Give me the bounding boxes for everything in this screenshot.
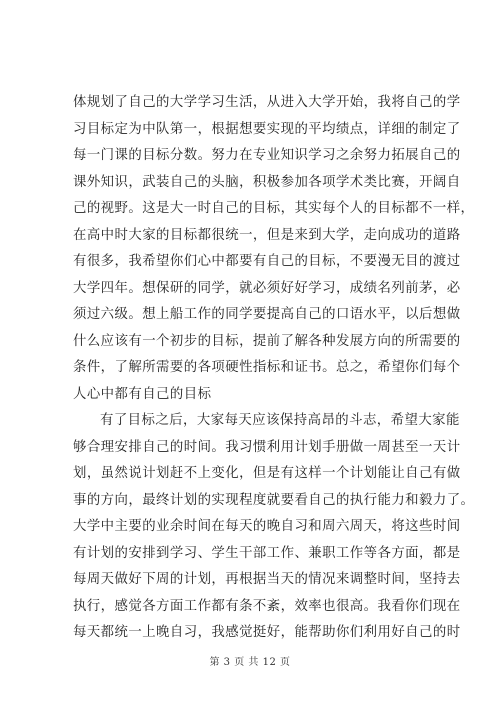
text-line: 什么应该有一个初步的目标，提前了解各种发展方向的所需要的	[73, 333, 461, 349]
text-line: 执行，感觉各方面工作都有条不紊，效率也很高。我看你们现在	[73, 598, 461, 614]
paragraph-first-line: 有了目标之后，大家每天应该保持高昂的斗志，希望大家能	[100, 413, 460, 428]
page-number-footer: 第 3 页 共 12 页	[209, 657, 291, 668]
text-line: 每周天做好下周的计划，再根据当天的情况来调整时间，坚持去	[73, 572, 461, 587]
text-line: 习目标定为中队第一，根据想要实现的平均绩点，详细的制定了	[73, 121, 461, 137]
text-line: 划，虽然说计划赶不上变化，但是有这样一个计划能让自己有做	[73, 466, 461, 481]
text-line: 大学四年。想保研的同学，就必须好好学习，成绩名列前茅，必	[73, 280, 461, 296]
document-body	[73, 90, 475, 647]
text-line: 体规划了自己的大学学习生活，从进入大学开始，我将自己的学	[73, 95, 461, 110]
text-line: 每一门课的目标分数。努力在专业知识学习之余努力拓展自己的	[73, 148, 461, 163]
text-line: 人心中都有自己的目标	[73, 386, 212, 402]
text-line: 事的方向，最终计划的实现程度就要看自己的执行能力和毅力了。	[73, 492, 475, 508]
text-line: 己的视野。这是大一时自己的目标，其实每个人的目标都不一样，	[73, 201, 475, 216]
text-line: 在高中时大家的目标都很统一，但是来到大学，走向成功的道路	[73, 227, 461, 243]
text-line: 须过六级。想上船工作的同学要提高自己的口语水平，以后想做	[73, 307, 461, 322]
text-line: 每天都统一上晚自习，我感觉挺好，能帮助你们利用好自己的时	[73, 625, 461, 640]
text-line: 有计划的安排到学习、学生干部工作、兼职工作等各方面，都是	[73, 545, 461, 561]
text-line: 条件，了解所需要的各项硬性指标和证书。总之，希望你们每个	[73, 360, 461, 375]
text-line: 课外知识，武装自己的头脑，积极参加各项学术类比赛，开阔自	[73, 174, 461, 190]
text-line: 大学中主要的业余时间在每天的晚自习和周六周天，将这些时间	[73, 519, 461, 534]
text-line: 够合理安排自己的时间。我习惯利用计划手册做一周甚至一天计	[73, 439, 461, 455]
text-line: 有很多，我希望你们心中都要有自己的目标，不要漫无目的渡过	[73, 254, 461, 269]
